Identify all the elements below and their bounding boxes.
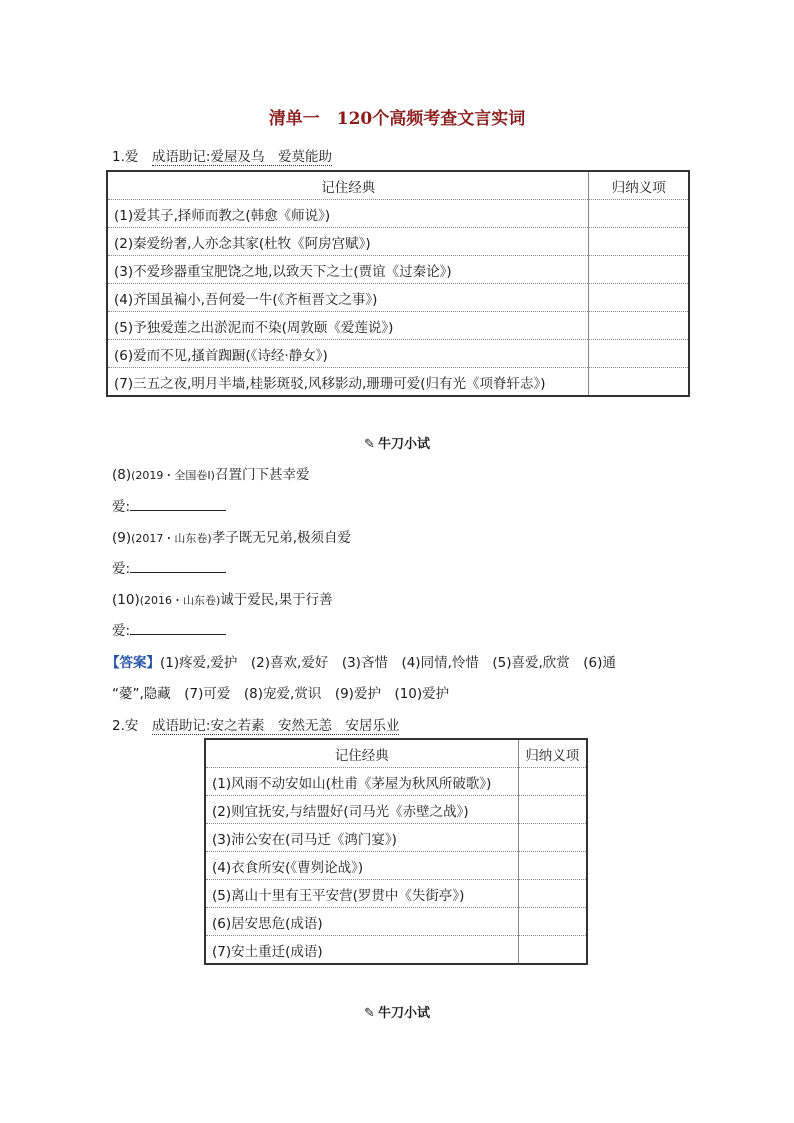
table-row bbox=[107, 200, 689, 228]
quote-cell: (7)安土重迁(成语) bbox=[205, 936, 518, 965]
table-row bbox=[107, 340, 689, 368]
table-row bbox=[205, 824, 587, 852]
section1-mnemonic-label: 成语助记: bbox=[151, 149, 211, 165]
section2-table bbox=[204, 738, 588, 965]
meaning-cell[interactable] bbox=[589, 256, 689, 284]
section1-trial-label: 牛刀小试 bbox=[377, 437, 430, 452]
table-row bbox=[107, 368, 689, 397]
table-row bbox=[107, 312, 689, 340]
quote-cell: (5)予独爱莲之出淤泥而不染(周敦颐《爱莲说》) bbox=[107, 312, 589, 340]
section1-heading bbox=[112, 145, 332, 165]
pen-icon: ✎ bbox=[364, 1006, 375, 1021]
quote-cell: (6)居安思危(成语) bbox=[205, 908, 518, 936]
quote-cell: (2)则宜抚安,与结盟好(司马光《赤壁之战》) bbox=[205, 796, 518, 824]
section1-table bbox=[106, 170, 690, 397]
quote-cell: (4)衣食所安(《曹刿论战》) bbox=[205, 852, 518, 880]
table-row bbox=[205, 768, 587, 796]
page-title: 清单一 120个高频考查文言实词 bbox=[268, 109, 526, 129]
table-row bbox=[107, 284, 689, 312]
answer-line-1: (1)疼爱,爱护 (2)喜欢,爱好 (3)吝惜 (4)同情,怜惜 (5)喜爱,欣赏 (6)通 bbox=[160, 655, 616, 671]
answer-blank[interactable] bbox=[130, 498, 226, 511]
answer-line-2: “薆”,隐藏 (7)可爱 (8)宠爱,赏识 (9)爱护 (10)爱护 bbox=[112, 686, 450, 702]
quote-cell: (1)风雨不动安如山(杜甫《茅屋为秋风所破歌》) bbox=[205, 768, 518, 796]
quote-cell: (3)不爱珍器重宝肥饶之地,以致天下之士(贾谊《过秦论》) bbox=[107, 256, 589, 284]
section2-mnemonic-label: 成语助记: bbox=[151, 718, 211, 734]
answer-blank[interactable] bbox=[130, 622, 226, 635]
table-header-row bbox=[107, 171, 689, 200]
meaning-cell[interactable] bbox=[518, 852, 587, 880]
table-row bbox=[205, 936, 587, 965]
quote-cell: (5)离山十里有王平安营(罗贯中《失街亭》) bbox=[205, 880, 518, 908]
section2-trial-heading bbox=[0, 1002, 794, 1021]
answer-block bbox=[106, 651, 616, 671]
exercise-source: (2019・全国卷Ⅰ) bbox=[131, 469, 215, 482]
meaning-cell[interactable] bbox=[589, 368, 689, 397]
exercise-10-answer bbox=[112, 619, 226, 639]
section1-mnemonic: 爱屋及乌 爱莫能助 bbox=[210, 149, 332, 165]
quote-cell: (3)沛公安在(司马迁《鸿门宴》) bbox=[205, 824, 518, 852]
pen-icon: ✎ bbox=[364, 437, 375, 452]
section1-number: 1.爱 bbox=[112, 149, 139, 165]
table-row bbox=[205, 908, 587, 936]
table-row bbox=[205, 852, 587, 880]
meaning-cell[interactable] bbox=[518, 768, 587, 796]
meaning-cell[interactable] bbox=[589, 340, 689, 368]
header-meanings: 归纳义项 bbox=[518, 739, 587, 768]
exercise-text: 孝子既无兄弟,极须自爱 bbox=[211, 530, 351, 546]
exercise-number: (9) bbox=[112, 530, 132, 546]
exercise-text: 诚于爱民,果于行善 bbox=[220, 592, 333, 608]
meaning-cell[interactable] bbox=[518, 880, 587, 908]
section2-heading bbox=[112, 714, 399, 734]
exercise-10 bbox=[112, 588, 333, 608]
quote-cell: (6)爱而不见,搔首踟蹰(《诗经·静女》) bbox=[107, 340, 589, 368]
meaning-cell[interactable] bbox=[518, 936, 587, 965]
quote-cell: (2)秦爱纷奢,人亦念其家(杜牧《阿房宫赋》) bbox=[107, 228, 589, 256]
answer-prefix: 爱: bbox=[112, 561, 131, 577]
section2-number: 2.安 bbox=[112, 718, 139, 734]
header-classic-quotes: 记住经典 bbox=[334, 747, 389, 764]
exercise-8 bbox=[112, 463, 309, 483]
meaning-cell[interactable] bbox=[589, 284, 689, 312]
table-row bbox=[205, 880, 587, 908]
meaning-cell[interactable] bbox=[518, 824, 587, 852]
section2-mnemonic: 安之若素 安然无恙 安居乐业 bbox=[210, 718, 400, 734]
exercise-8-answer bbox=[112, 495, 226, 515]
answer-prefix: 爱: bbox=[112, 623, 131, 639]
exercise-source: (2017・山东卷) bbox=[131, 532, 212, 545]
table-header-row bbox=[205, 739, 587, 768]
answer-blank[interactable] bbox=[130, 560, 226, 573]
exercise-9-answer bbox=[112, 557, 226, 577]
exercise-text: 召置门下甚幸爱 bbox=[214, 467, 310, 483]
exercise-number: (10) bbox=[112, 592, 140, 608]
table-row bbox=[107, 228, 689, 256]
quote-cell: (1)爱其子,择师而教之(韩愈《师说》) bbox=[107, 200, 589, 228]
section1-trial-heading bbox=[0, 433, 794, 452]
exercise-number: (8) bbox=[112, 467, 132, 483]
table-row bbox=[205, 796, 587, 824]
meaning-cell[interactable] bbox=[589, 200, 689, 228]
section2-trial-label: 牛刀小试 bbox=[377, 1006, 430, 1021]
quote-cell: (7)三五之夜,明月半墙,桂影斑驳,风移影动,珊珊可爱(归有光《项脊轩志》) bbox=[107, 368, 589, 397]
meaning-cell[interactable] bbox=[518, 796, 587, 824]
answer-label: 【答案】 bbox=[106, 655, 160, 671]
answer-prefix: 爱: bbox=[112, 499, 131, 515]
exercise-9 bbox=[112, 526, 351, 546]
exercise-source: (2016・山东卷) bbox=[139, 594, 221, 607]
meaning-cell[interactable] bbox=[589, 312, 689, 340]
header-meanings: 归纳义项 bbox=[589, 171, 689, 200]
header-classic-quotes: 记住经典 bbox=[321, 179, 376, 196]
meaning-cell[interactable] bbox=[518, 908, 587, 936]
meaning-cell[interactable] bbox=[589, 228, 689, 256]
quote-cell: (4)齐国虽褊小,吾何爱一牛(《齐桓晋文之事》) bbox=[107, 284, 589, 312]
table-row bbox=[107, 256, 689, 284]
